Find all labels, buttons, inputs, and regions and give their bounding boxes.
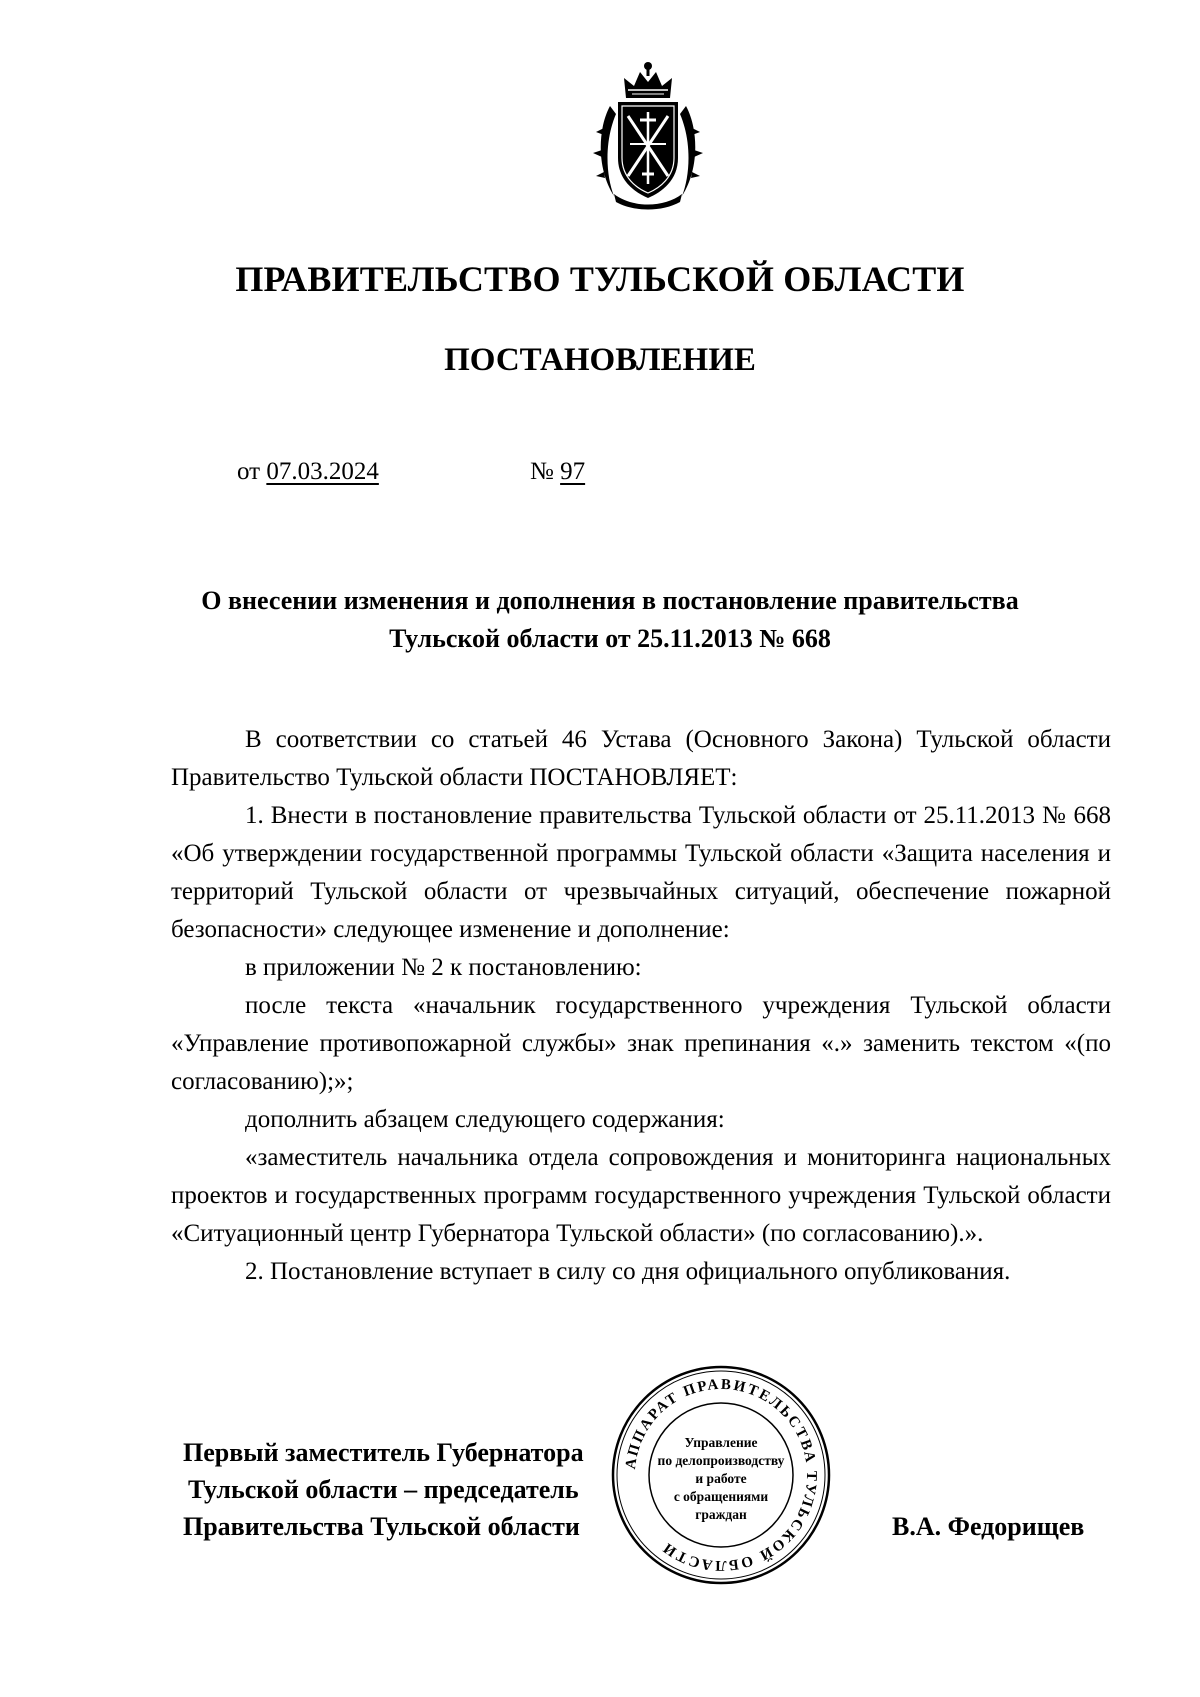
signatory-title: [183, 1434, 584, 1545]
subject-line-2: Тульской области от 25.11.2013 № 668: [389, 624, 831, 653]
signatory-title-line-3: Правительства Тульской области: [183, 1512, 580, 1541]
stamp-center-line: с обращениями: [673, 1489, 769, 1504]
signatory-name: В.А. Федорищев: [892, 1512, 1085, 1541]
date-line: [237, 458, 379, 486]
organization-title: ПРАВИТЕЛЬСТВО ТУЛЬСКОЙ ОБЛАСТИ: [235, 259, 965, 299]
stamp-center-line: по делопроизводству: [657, 1453, 785, 1468]
number-line: [530, 458, 585, 486]
document-date: 07.03.2024: [266, 458, 379, 485]
body-paragraph: в приложении № 2 к постановлению:: [245, 954, 642, 981]
stamp-center-line: граждан: [695, 1507, 747, 1522]
subject-line-1: О внесении изменения и дополнения в постановление правительства: [201, 586, 1019, 615]
body-paragraph: В соответствии со статьей 46 Устава (Основного Закона) Тульской области Правительство Тульской области ПОСТАНОВЛЯЕТ:: [171, 726, 1111, 791]
body-paragraph: после текста «начальник государственного учреждения Тульской области «Управление противопожарной службы» знак препинания «.» заменить текстом «(по согласованию);»;: [171, 992, 1111, 1095]
body-paragraph: дополнить абзацем следующего содержания:: [245, 1106, 725, 1133]
number-prefix: №: [530, 458, 554, 485]
signatory-title-line-1: Первый заместитель Губернатора: [183, 1438, 584, 1467]
stamp-center-line: и работе: [695, 1471, 747, 1486]
body-paragraph: «заместитель начальника отдела сопровождения и мониторинга национальных проектов и государственных программ государственного учреждения Тульской области «Ситуационный центр Губернатора Тульской области» (по согласованию).».: [171, 1144, 1111, 1247]
document-type-title: ПОСТАНОВЛЕНИЕ: [444, 342, 756, 378]
body-paragraph: 2. Постановление вступает в силу со дня официального опубликования.: [245, 1258, 1011, 1285]
stamp-ring-text: АППАРАТ ПРАВИТЕЛЬСТВА ТУЛЬСКОЙ ОБЛАСТИ: [623, 1376, 820, 1574]
official-stamp-seal: [610, 1364, 832, 1586]
document-subject: [150, 582, 1070, 658]
document-body: [171, 721, 1111, 1291]
date-prefix: от: [237, 458, 261, 485]
signatory-title-line-2: Тульской области – председатель: [188, 1475, 579, 1504]
coat-of-arms-emblem: [588, 58, 708, 210]
body-paragraph: 1. Внести в постановление правительства Тульской области от 25.11.2013 № 668 «Об утверждении государственной программы Тульской области «Защита населения и территорий Тульской области от чрезвычайных ситуаций, обеспечение пожарной безопасности» следующее изменение и дополнение:: [171, 802, 1111, 943]
stamp-center-line: Управление: [684, 1435, 758, 1450]
document-number: 97: [560, 458, 586, 485]
